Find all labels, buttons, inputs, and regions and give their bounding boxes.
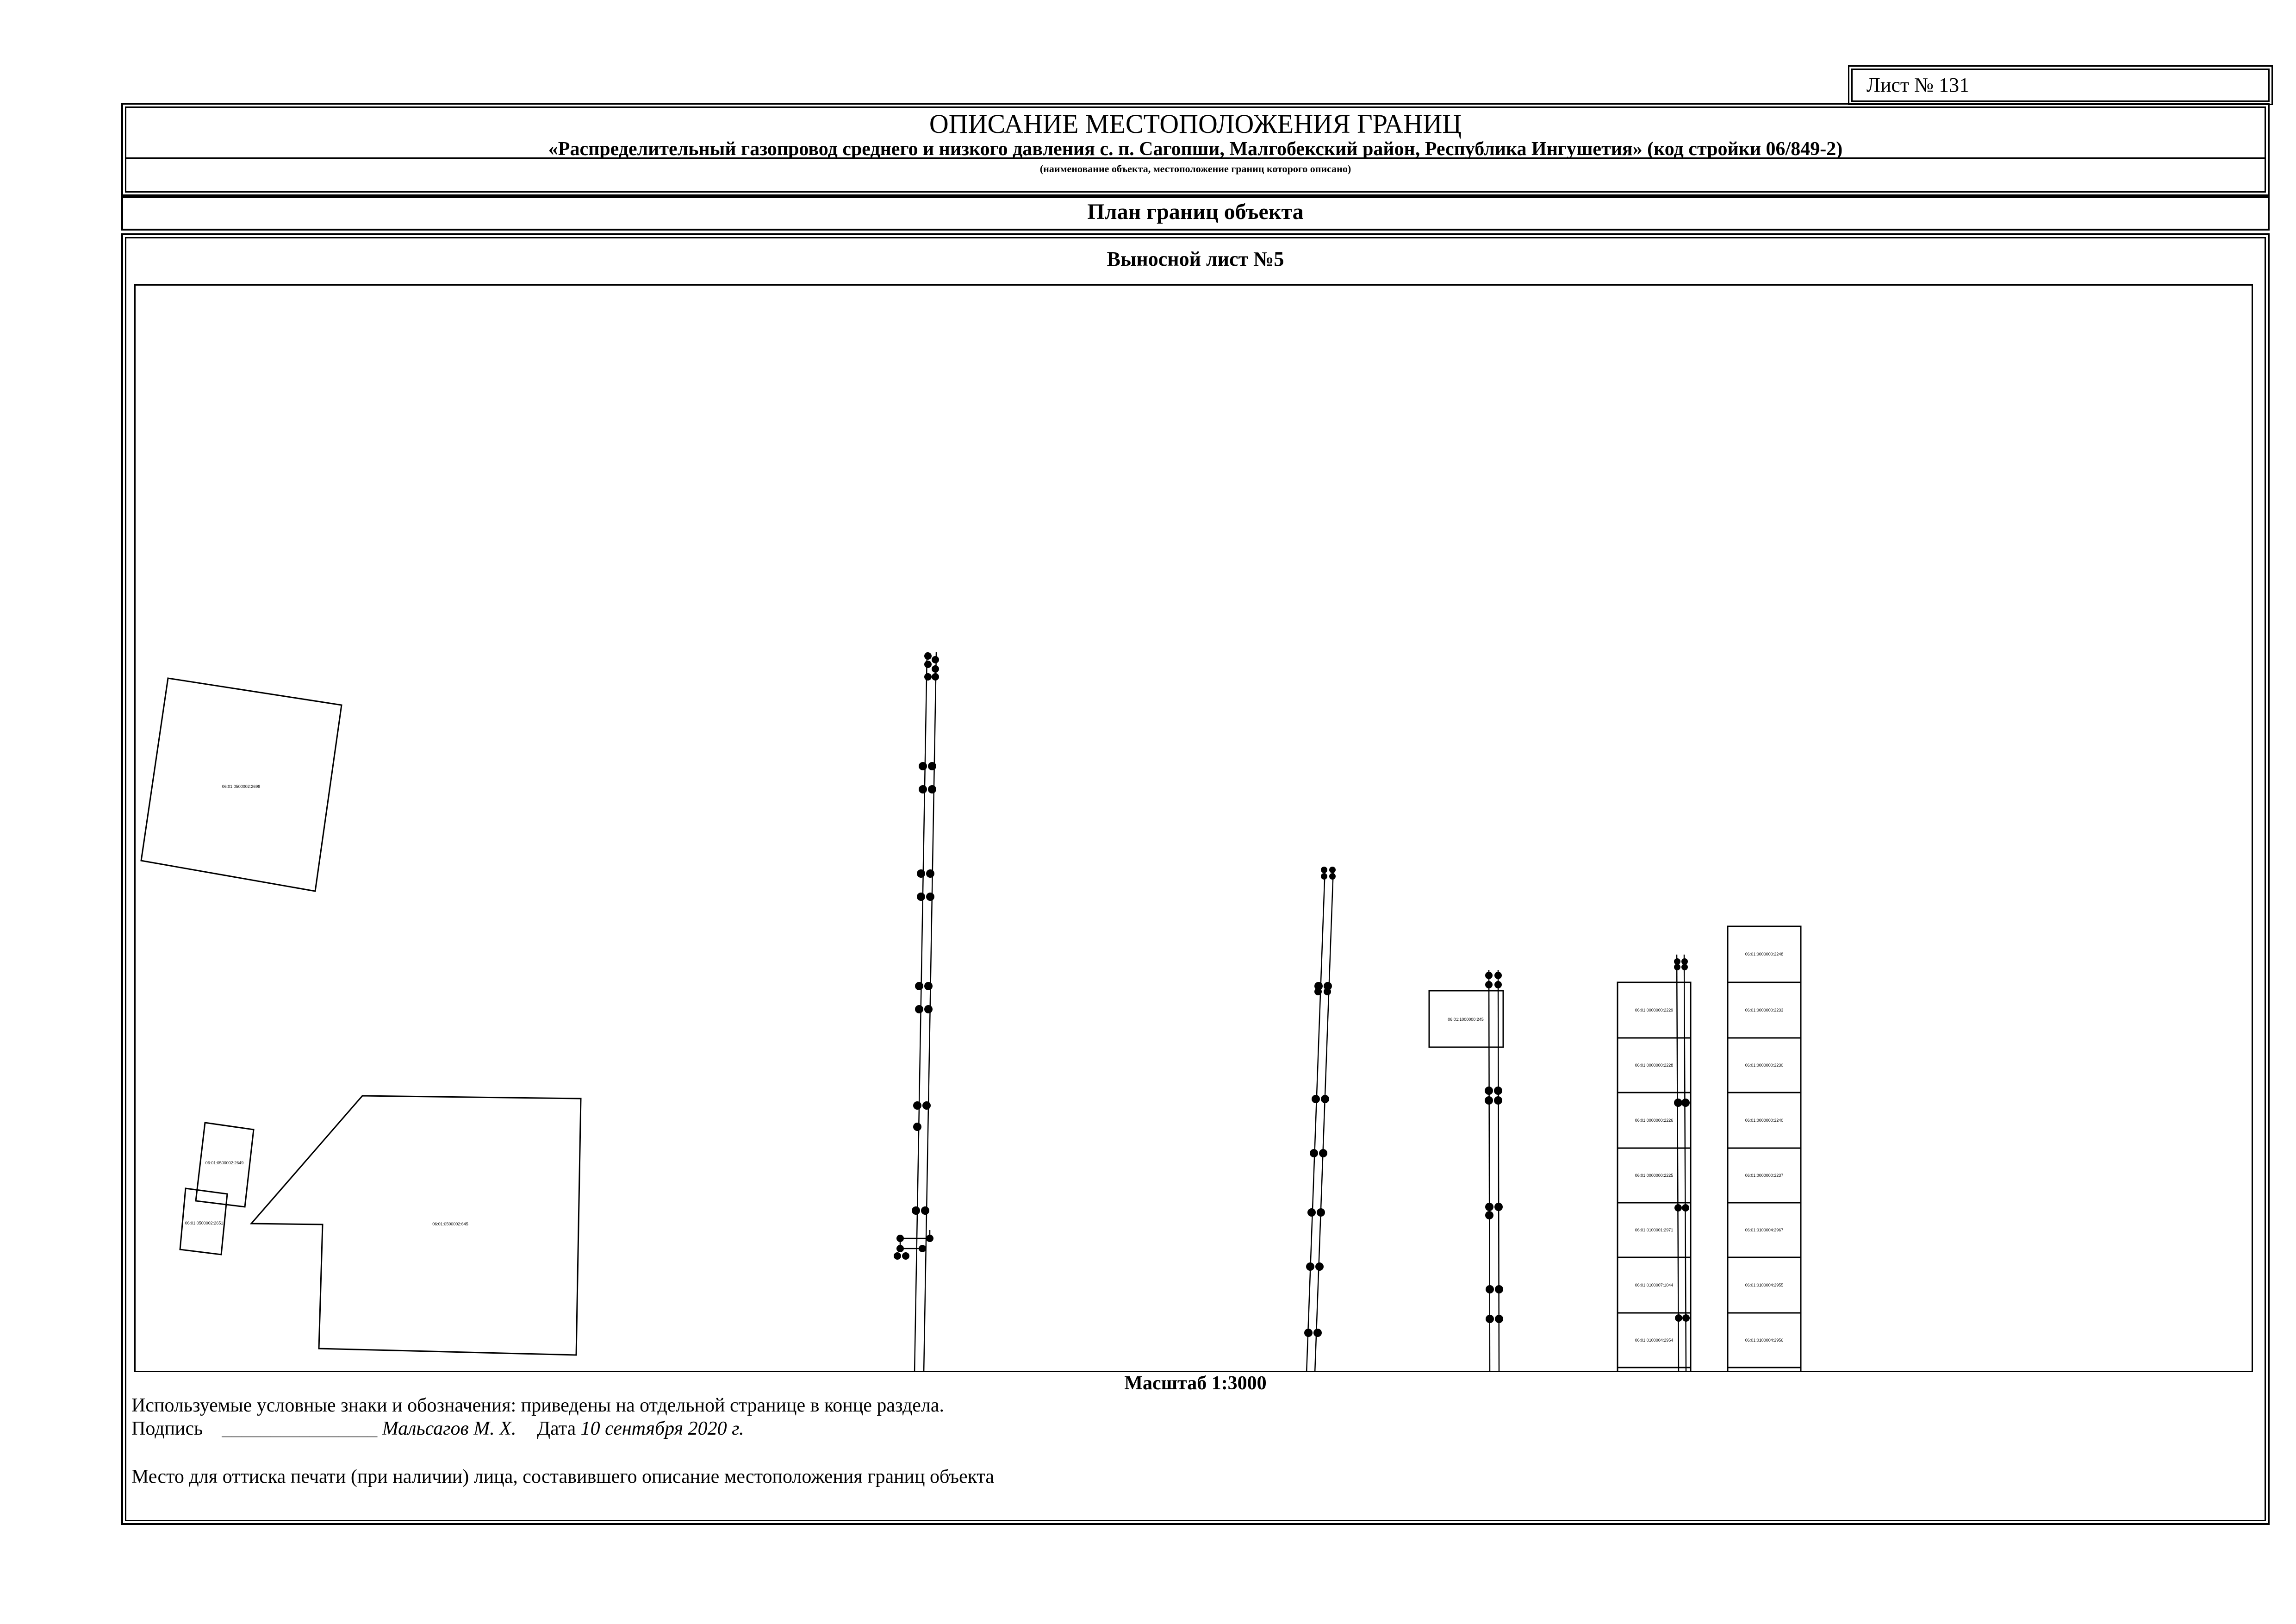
date-value: 10 сентября 2020 г. (580, 1418, 744, 1439)
parcel-column-b (1728, 926, 1801, 1372)
date-label: Дата (537, 1418, 576, 1439)
parcel-label-col-b: 06:01:0100004:2955 (1745, 1283, 1784, 1287)
plan-map (134, 284, 2253, 1372)
parcel-label-col-a: 06:01:0000000:2229 (1635, 1008, 1674, 1012)
document-title: ОПИСАНИЕ МЕСТОПОЛОЖЕНИЯ ГРАНИЦ (929, 109, 1462, 139)
parcel-label-col-a: 06:01:0100004:2954 (1635, 1338, 1674, 1343)
parcel-label-col-a: 06:01:0000000:2225 (1635, 1173, 1674, 1178)
parcel-label-col-a: 06:01:0000000:2228 (1635, 1063, 1674, 1068)
parcel-label-col-a: 06:01:0000000:2226 (1635, 1118, 1674, 1123)
parcel-label-col-b: 06:01:0100004:2967 (1745, 1228, 1784, 1232)
parcel-label-col-b: 06:01:0000000:2240 (1745, 1118, 1784, 1123)
parcel-label-big-left-bottom: 06:01:0500002:645 (432, 1222, 468, 1226)
object-caption: (наименование объекта, местоположение границ которого описано) (1039, 163, 1351, 175)
parcel-big-left-bottom (251, 1096, 581, 1355)
parcel-label-small-left-b: 06:01:0500002:2651 (185, 1221, 224, 1225)
signer-name: Мальсагов М. Х. (382, 1418, 516, 1439)
parcel-label-col-a: 06:01:0100007:1044 (1635, 1283, 1674, 1287)
boundary-points (894, 652, 1690, 1337)
pipeline-corridor-4 (1677, 955, 1686, 1372)
map-scale: Масштаб 1:3000 (1124, 1373, 1267, 1394)
parcel-label-small-left-a: 06:01:0500002:2649 (205, 1161, 244, 1165)
plan-section-title: План границ объекта (1087, 200, 1304, 224)
legend-note: Используемые условные знаки и обозначения: приведены на отдельной странице в конце раздела. (131, 1395, 944, 1416)
stamp-note: Место для оттиска печати (при наличии) лица, составившего описание местоположения границ объекта (131, 1466, 995, 1487)
parcel-label-mid-rect: 06:01:1000000:245 (1448, 1017, 1484, 1022)
parcel-label-col-b: 06:01:0000000:2233 (1745, 1008, 1784, 1012)
parcel-label-col-b: 06:01:0000000:2230 (1745, 1063, 1784, 1068)
parcel-label-col-a: 06:01:0100001:2971 (1635, 1228, 1674, 1232)
parcel-label-col-b: 06:01:0000000:2237 (1745, 1173, 1784, 1178)
signature-row (131, 1418, 744, 1440)
signature-label: Подпись (131, 1418, 203, 1439)
parcel-label-col-b: 06:01:0100004:2956 (1745, 1338, 1784, 1343)
pipeline-corridor-3 (1489, 970, 1499, 1372)
sheet-number: Лист № 131 (1867, 74, 1970, 96)
plan-sheet-title: Выносной лист №5 (1107, 248, 1284, 270)
sheet-number-box (1851, 69, 2270, 102)
plan-drawing (136, 286, 2253, 1372)
object-name: «Распределительный газопровод среднего и низкого давления с. п. Сагопши, Малгобекский район, Республика Ингушетия» (код стройки 06/849-2) (548, 138, 1843, 160)
signature-line: ________________ (222, 1418, 378, 1439)
parcel-label-col-b: 06:01:0000000:2248 (1745, 952, 1784, 956)
pipeline-corridor-2 (1307, 868, 1333, 1372)
parcel-label-big-left-top: 06:01:0500002:2698 (222, 784, 261, 789)
